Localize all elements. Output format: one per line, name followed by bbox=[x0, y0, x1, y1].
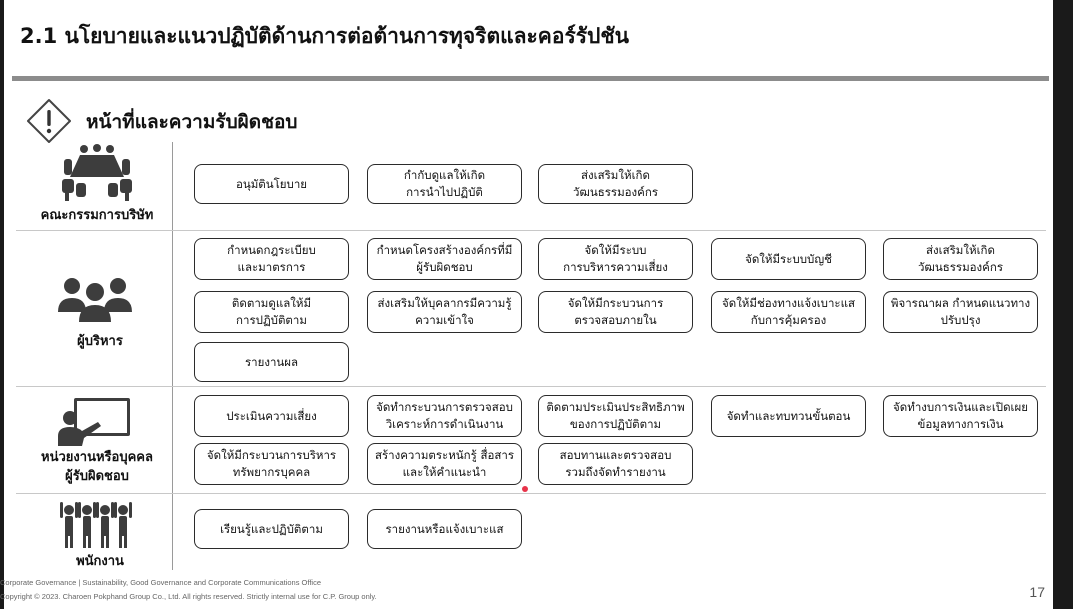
duty-box: สอบทานและตรวจสอบ รวมถึงจัดทำรายงาน bbox=[538, 443, 693, 485]
duty-box: อนุมัตินโยบาย bbox=[194, 164, 349, 204]
duty-box: จัดให้มีช่องทางแจ้งเบาะแส กับการคุ้มครอง bbox=[711, 291, 866, 333]
duty-box: สร้างความตระหนักรู้ สื่อสาร และให้คำแนะนำ bbox=[367, 443, 522, 485]
row-divider bbox=[16, 386, 1046, 387]
duty-box: ประเมินความเสี่ยง bbox=[194, 395, 349, 437]
page-number: 17 bbox=[1029, 584, 1045, 600]
window-frame-left bbox=[0, 0, 4, 609]
section-heading: หน้าที่และความรับผิดชอบ bbox=[86, 111, 298, 133]
duty-box: จัดให้มีกระบวนการบริหาร ทรัพยากรบุคคล bbox=[194, 443, 349, 485]
duty-box: จัดทำกระบวนการตรวจสอบ วิเคราะห์การดำเนินงาน bbox=[367, 395, 522, 437]
pointer-dot bbox=[522, 486, 528, 492]
row-divider bbox=[16, 493, 1046, 494]
duty-box: ส่งเสริมให้บุคลากรมีความรู้ ความเข้าใจ bbox=[367, 291, 522, 333]
duty-box: กำกับดูแลให้เกิด การนำไปปฏิบัติ bbox=[367, 164, 522, 204]
duty-box: เรียนรู้และปฏิบัติตาม bbox=[194, 509, 349, 549]
duty-box: จัดให้มีกระบวนการ ตรวจสอบภายใน bbox=[538, 291, 693, 333]
title-rule bbox=[12, 76, 1049, 81]
column-divider bbox=[172, 142, 173, 570]
footer-copyright: Copyright © 2023. Charoen Pokphand Group Co., Ltd. All rights reserved. Strictly internal use for C.P. Group only. bbox=[0, 592, 377, 601]
role-label-employees: พนักงาน bbox=[76, 554, 124, 569]
warning-diamond-icon bbox=[25, 97, 73, 145]
role-label-responsible-units: หน่วยงานหรือบุคคล ผู้รับผิดชอบ bbox=[41, 450, 153, 484]
duty-box: ติดตามดูแลให้มี การปฏิบัติตาม bbox=[194, 291, 349, 333]
employees-cheering-icon bbox=[60, 500, 132, 550]
duty-box: พิจารณาผล กำหนดแนวทาง ปรับปรุง bbox=[883, 291, 1038, 333]
window-frame-right bbox=[1053, 0, 1073, 609]
duty-box: รายงานหรือแจ้งเบาะแส bbox=[367, 509, 522, 549]
duty-box: กำหนดโครงสร้างองค์กรที่มี ผู้รับผิดชอบ bbox=[367, 238, 522, 280]
role-label-board: คณะกรรมการบริษัท bbox=[40, 208, 154, 223]
duty-box: ติดตามประเมินประสิทธิภาพ ของการปฏิบัติตาม bbox=[538, 395, 693, 437]
duty-box: กำหนดกฎระเบียบ และมาตรการ bbox=[194, 238, 349, 280]
duty-box: จัดให้มีระบบบัญชี bbox=[711, 238, 866, 280]
slide-title: 2.1 นโยบายและแนวปฏิบัติด้านการต่อต้านการทุจริตและคอร์รัปชัน bbox=[20, 24, 629, 48]
duty-box: รายงานผล bbox=[194, 342, 349, 382]
duty-box: ส่งเสริมให้เกิด วัฒนธรรมองค์กร bbox=[538, 164, 693, 204]
boardroom-meeting-icon bbox=[62, 143, 132, 203]
duty-box: จัดทำและทบทวนขั้นตอน bbox=[711, 395, 866, 437]
duty-box: ส่งเสริมให้เกิด วัฒนธรรมองค์กร bbox=[883, 238, 1038, 280]
row-divider bbox=[16, 230, 1046, 231]
people-group-icon bbox=[58, 276, 132, 324]
presenter-board-icon bbox=[58, 396, 132, 446]
duty-box: จัดทำงบการเงินและเปิดเผย ข้อมูลทางการเงิน bbox=[883, 395, 1038, 437]
role-label-executives: ผู้บริหาร bbox=[77, 334, 123, 349]
duty-box: จัดให้มีระบบ การบริหารความเสี่ยง bbox=[538, 238, 693, 280]
footer-office: Corporate Governance | Sustainability, Good Governance and Corporate Communications Office bbox=[0, 578, 322, 587]
